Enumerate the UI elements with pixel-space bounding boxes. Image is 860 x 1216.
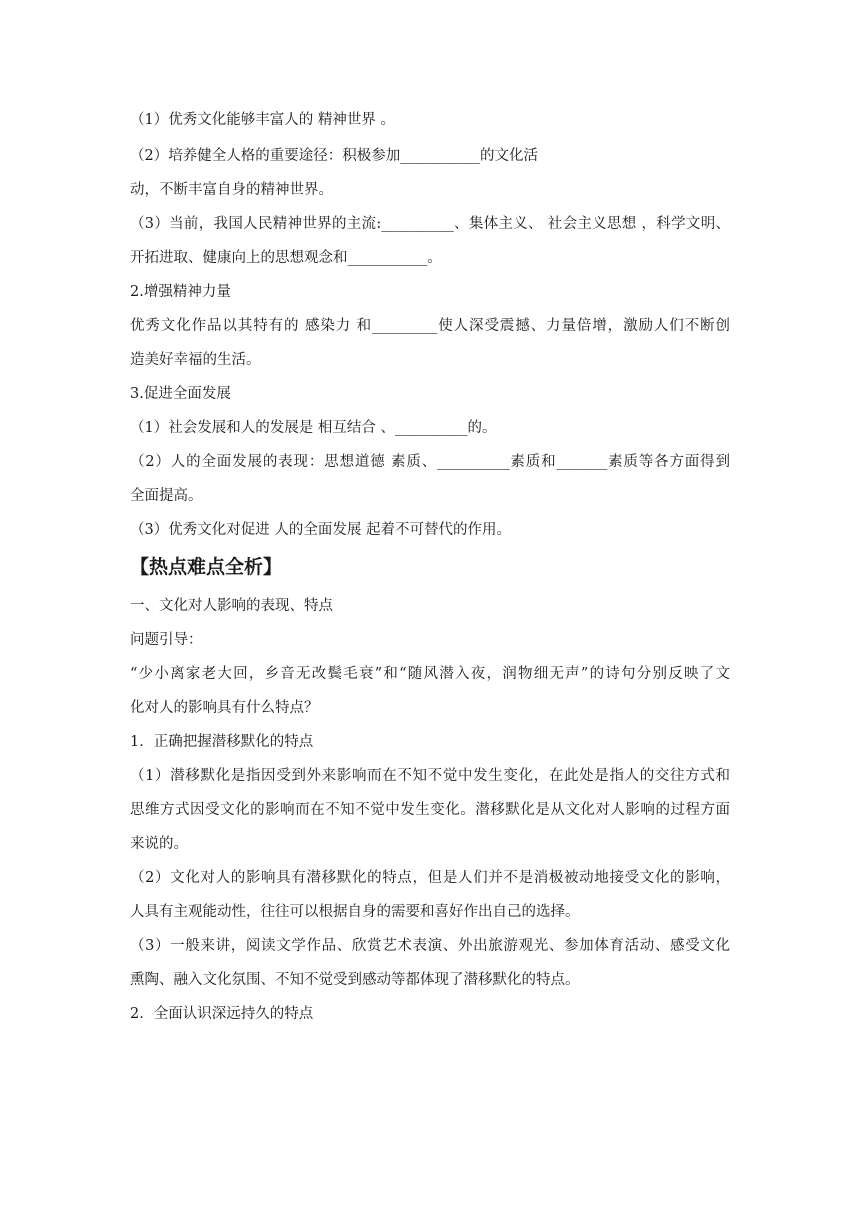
section-2-text-line2: 造美好幸福的生活。	[130, 352, 261, 368]
item-1-1: （1）优秀文化能够丰富人的 精神世界 。	[130, 112, 395, 128]
section-2-text-line1: 优秀文化作品以其特有的 感染力 和_________使人深受震撼、力量倍增，激励人们不断创	[130, 318, 730, 334]
analysis-heading: 【热点难点全析】	[130, 556, 283, 578]
point-2-title: 2．全面认识深远持久的特点	[130, 1006, 314, 1022]
question-line2: 化对人的影响具有什么特点？	[130, 700, 319, 716]
point-1-item-3-line1: （3）一般来讲，阅读文学作品、欣赏艺术表演、外出旅游观光、参加体育活动、感受文化	[130, 938, 730, 954]
point-1-title: 1．正确把握潜移默化的特点	[130, 734, 314, 750]
section-2-title: 2.增强精神力量	[130, 284, 231, 300]
item-1-3-line2: 开拓进取、健康向上的思想观念和___________。	[130, 250, 442, 266]
guide-label: 问题引导：	[130, 632, 203, 648]
analysis-topic: 一、文化对人影响的表现、特点	[130, 598, 333, 614]
point-1-item-1-line1: （1）潜移默化是指因受到外来影响而在不知不觉中发生变化，在此处是指人的交往方式和	[130, 768, 730, 784]
point-1-item-1-line2: 思维方式因受文化的影响而在不知不觉中发生变化。潜移默化是从文化对人影响的过程方面	[130, 802, 730, 818]
section-3-title: 3.促进全面发展	[130, 386, 231, 402]
point-1-item-3-line2: 熏陶、融入文化氛围、不知不觉受到感动等都体现了潜移默化的特点。	[130, 972, 580, 988]
item-3-1: （1）社会发展和人的发展是 相互结合 、__________的。	[130, 420, 497, 436]
point-1-item-2-line1: （2）文化对人的影响具有潜移默化的特点，但是人们并不是消极被动地接受文化的影响，	[130, 870, 730, 886]
item-3-2-line2: 全面提高。	[130, 488, 203, 504]
item-1-2-line2: 动，不断丰富自身的精神世界。	[130, 182, 333, 198]
point-1-item-2-line2: 人具有主观能动性，往往可以根据自身的需要和喜好作出自己的选择。	[130, 904, 580, 920]
item-1-3-line1: （3）当前，我国人民精神世界的主流:__________、集体主义、 社会主义思想 ，科学文明、	[130, 216, 730, 232]
item-3-2-line1: （2）人的全面发展的表现：思想道德 素质、__________素质和_______素质等各方面得到	[130, 454, 730, 470]
point-1-item-1-line3: 来说的。	[130, 836, 188, 852]
question-line1: “少小离家老大回，乡音无改鬓毛衰”和“随风潜入夜，润物细无声”的诗句分别反映了文	[130, 666, 730, 682]
item-3-3: （3）优秀文化对促进 人的全面发展 起着不可替代的作用。	[130, 522, 511, 538]
item-1-2-line1: （2）培养健全人格的重要途径：积极参加___________的文化活	[130, 148, 538, 164]
